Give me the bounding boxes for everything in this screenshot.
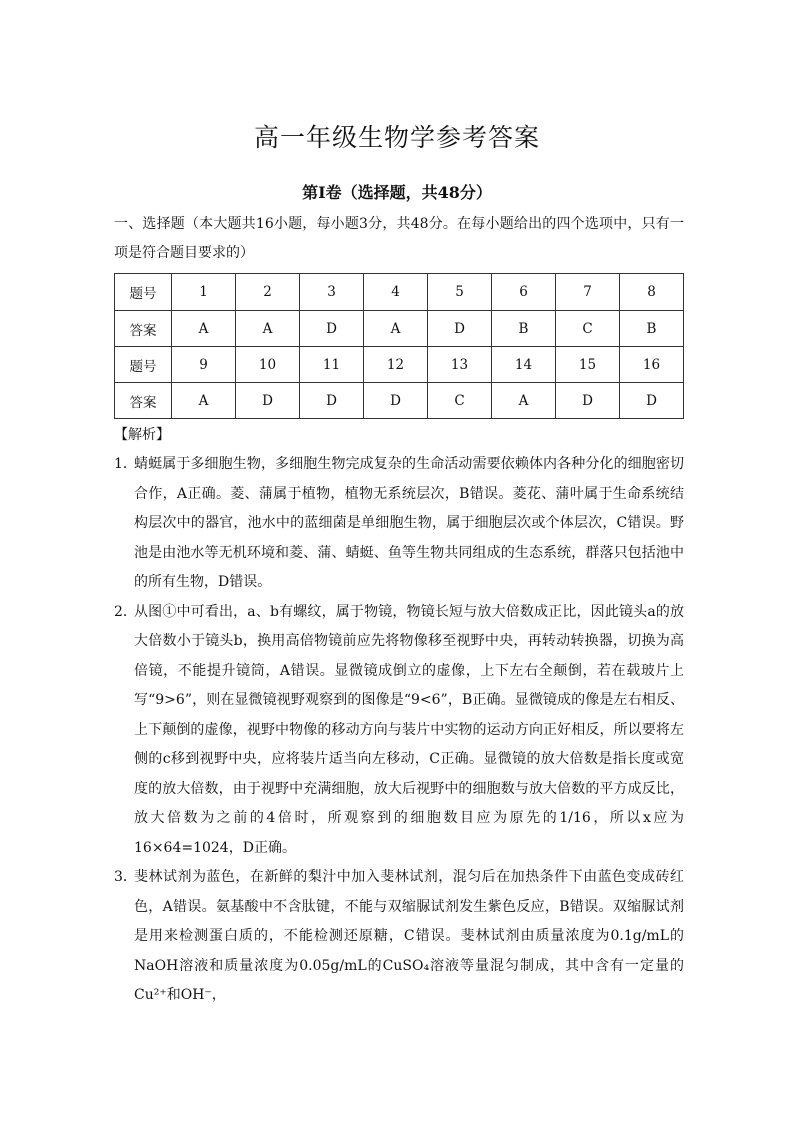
table-cell: 4 bbox=[364, 274, 428, 311]
section-title: 第Ⅰ卷（选择题，共48分） bbox=[302, 183, 492, 202]
explanation-item bbox=[114, 598, 684, 864]
table-row bbox=[115, 383, 684, 419]
table-cell: 9 bbox=[172, 347, 236, 383]
table-cell: D bbox=[300, 311, 364, 347]
table-cell: D bbox=[236, 383, 300, 419]
analysis-heading: 【解析】 bbox=[114, 427, 170, 443]
table-cell: A bbox=[364, 311, 428, 347]
row-label: 答案 bbox=[115, 383, 172, 419]
table-cell: B bbox=[620, 311, 684, 347]
table-cell: 15 bbox=[556, 347, 620, 383]
table-cell: 16 bbox=[620, 347, 684, 383]
table-cell: C bbox=[428, 383, 492, 419]
table-cell: 3 bbox=[300, 274, 364, 311]
explanation-number: 2． bbox=[114, 603, 137, 620]
explanation-number: 3． bbox=[114, 869, 137, 885]
table-cell: D bbox=[620, 383, 684, 419]
table-cell: 8 bbox=[620, 274, 684, 311]
explanation-list bbox=[114, 450, 684, 1011]
row-label: 题号 bbox=[115, 347, 172, 383]
table-cell: A bbox=[172, 311, 236, 347]
table-cell: 14 bbox=[492, 347, 556, 383]
table-cell: 5 bbox=[428, 274, 492, 311]
table-cell: 7 bbox=[556, 274, 620, 311]
answer-table bbox=[114, 273, 684, 419]
table-cell: C bbox=[556, 311, 620, 347]
explanation-text: 从图①中可看出，a、b有螺纹，属于物镜，物镜长短与放大倍数成正比，因此镜头a的放大倍数小于镜头b，换用高倍物镜前应先将物像移至视野中央，再转动转换器，切换为高倍镜，不能提升镜筒，A错误。显微镜成倒立的虚像，上下左右全颠倒，若在载玻片上写“9>6”，则在显微镜视野观察到的图像是“9<6”，B正确。显微镜成的像是左右相反、上下颠倒的虚像，视野中物像的移动方向与装片中实物的运动方向正好相反，所以要将左侧的c移到视野中央，应将装片适当向左移动，C正确。显微镜的放大倍数是指长度或宽度的放大倍数，由于视野中充满细胞，放大后视野中的细胞数与放大倍数的平方成反比，放大倍数为之前的4倍时，所观察到的细胞数目应为原先的1/16，所以x应为16×64=1024，D正确。 bbox=[134, 603, 684, 856]
table-cell: D bbox=[364, 383, 428, 419]
table-row bbox=[115, 274, 684, 311]
table-row bbox=[115, 311, 684, 347]
table-cell: 2 bbox=[236, 274, 300, 311]
page-title: 高一年级生物学参考答案 bbox=[253, 123, 540, 152]
table-cell: A bbox=[492, 383, 556, 419]
table-cell: A bbox=[172, 383, 236, 419]
table-cell: 6 bbox=[492, 274, 556, 311]
table-cell: 1 bbox=[172, 274, 236, 311]
table-cell: 13 bbox=[428, 347, 492, 383]
row-label: 题号 bbox=[115, 274, 172, 311]
table-cell: D bbox=[556, 383, 620, 419]
table-cell: A bbox=[236, 311, 300, 347]
row-label: 答案 bbox=[115, 311, 172, 347]
question-intro: 一、选择题（本大题共16小题，每小题3分，共48分。在每小题给出的四个选项中，只有一项是符合题目要求的） bbox=[114, 216, 684, 261]
table-cell: 12 bbox=[364, 347, 428, 383]
table-cell: 11 bbox=[300, 347, 364, 383]
explanation-text: 蜻蜓属于多细胞生物，多细胞生物完成复杂的生命活动需要依赖体内各种分化的细胞密切合作，A正确。菱、蒲属于植物，植物无系统层次，B错误。菱花、蒲叶属于生命系统结构层次中的器官，池水中的蓝细菌是单细胞生物，属于细胞层次或个体层次，C错误。野池是由池水等无机环境和菱、蒲、蜻蜓、鱼等生物共同组成的生态系统，群落只包括池中的所有生物，D错误。 bbox=[134, 456, 684, 590]
explanation-text: 斐林试剂为蓝色，在新鲜的梨汁中加入斐林试剂，混匀后在加热条件下由蓝色变成砖红色，A错误。氨基酸中不含肽键，不能与双缩脲试剂发生紫色反应，B错误。双缩脲试剂是用来检测蛋白质的，不能检测还原糖，C错误。斐林试剂由质量浓度为0.1g/mL的NaOH溶液和质量浓度为0.05g/mL的CuSO₄溶液等量混匀制成，其中含有一定量的Cu²⁺和OH⁻， bbox=[134, 869, 684, 1003]
table-cell: D bbox=[428, 311, 492, 347]
table-row bbox=[115, 347, 684, 383]
table-cell: 10 bbox=[236, 347, 300, 383]
explanation-item bbox=[114, 863, 684, 1011]
explanation-number: 1． bbox=[114, 456, 137, 472]
table-cell: B bbox=[492, 311, 556, 347]
table-cell: D bbox=[300, 383, 364, 419]
explanation-item bbox=[114, 450, 684, 598]
